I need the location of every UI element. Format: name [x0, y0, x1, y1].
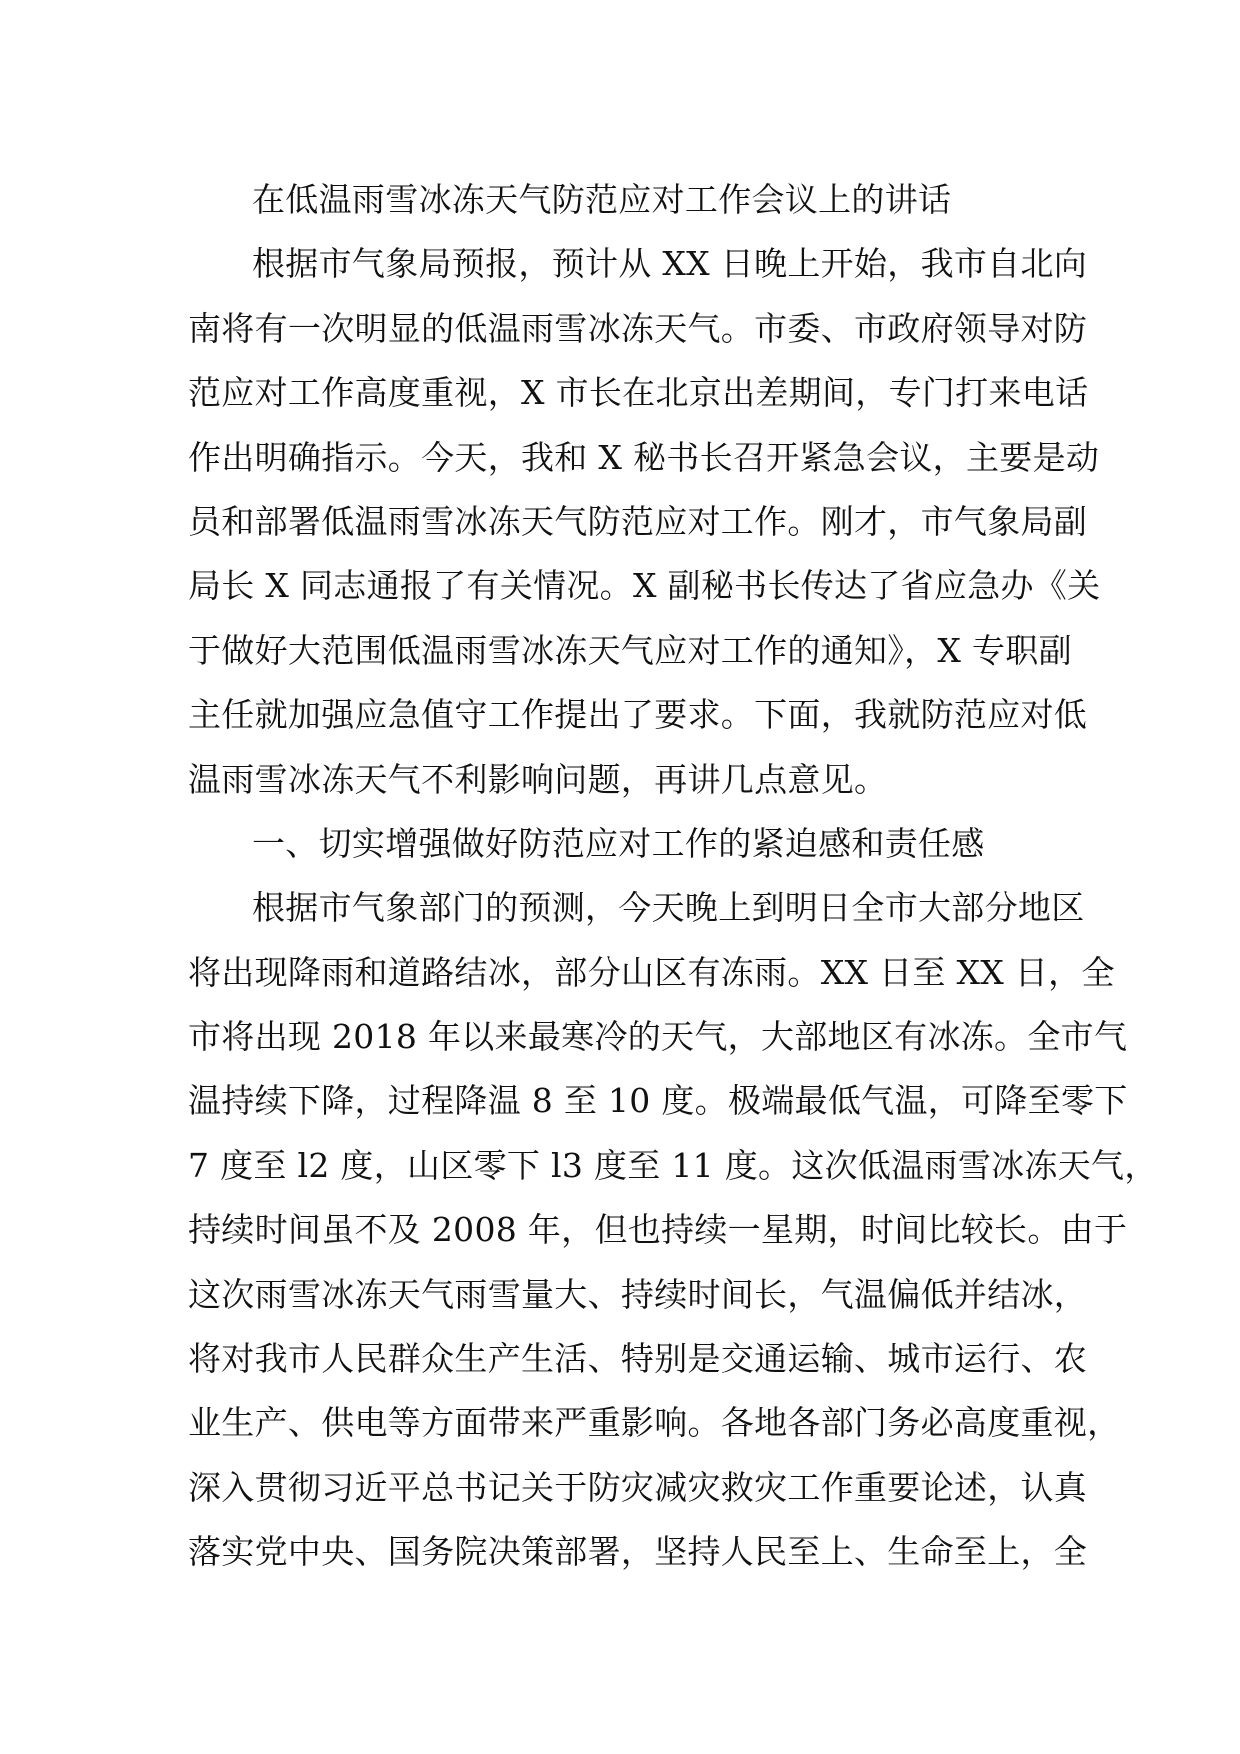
paragraph-1-line-6: 局长 X 同志通报了有关情况。X 副秘书长传达了省应急办《关 [188, 566, 1101, 606]
paragraph-2-line-6: 持续时间虽不及 2008 年，但也持续一星期，时间比较长。由于 [188, 1210, 1128, 1250]
document-title: 在低温雨雪冰冻天气防范应对工作会议上的讲话 [252, 180, 952, 219]
paragraph-1-line-4: 作出明确指示。今天，我和 X 秘书长召开紧急会议，主要是动 [188, 437, 1100, 477]
paragraph-2-line-2: 将出现降雨和道路结冰，部分山区有冻雨。XX 日至 XX 日，全 [188, 952, 1115, 992]
paragraph-2-line-11: 落实党中央、国务院决策部署，坚持人民至上、生命至上，全 [188, 1532, 1088, 1572]
paragraph-2-line-4: 温持续下降，过程降温 8 至 10 度。极端最低气温，可降至零下 [188, 1081, 1128, 1121]
paragraph-2-line-5: 7 度至 l2 度，山区零下 l3 度至 11 度。这次低温雨雪冰冻天气， [188, 1145, 1158, 1185]
paragraph-1-line-2: 南将有一次明显的低温雨雪冰冻天气。市委、市政府领导对防 [188, 308, 1088, 348]
paragraph-2-line-9: 业生产、供电等方面带来严重影响。各地各部门务必高度重视， [188, 1403, 1121, 1443]
paragraph-2-line-1: 根据市气象部门的预测，今天晚上到明日全市大部分地区 [252, 888, 1085, 928]
paragraph-1-line-1: 根据市气象局预报，预计从 XX 日晚上开始，我市自北向 [252, 244, 1088, 284]
paragraph-1-line-9: 温雨雪冰冻天气不利影响问题，再讲几点意见。 [188, 759, 888, 799]
paragraph-2-line-10: 深入贯彻习近平总书记关于防灾减灾救灾工作重要论述，认真 [188, 1467, 1088, 1507]
paragraph-1-line-7: 于做好大范围低温雨雪冰冻天气应对工作的通知》，X 专职副 [188, 630, 1072, 670]
section-heading: 一、切实增强做好防范应对工作的紧迫感和责任感 [252, 823, 985, 863]
paragraph-1-line-3: 范应对工作高度重视，X 市长在北京出差期间，专门打来电话 [188, 373, 1089, 413]
paragraph-2-line-3: 市将出现 2018 年以来最寒冷的天气，大部地区有冰冻。全市气 [188, 1017, 1128, 1057]
paragraph-1-line-8: 主任就加强应急值守工作提出了要求。下面，我就防范应对低 [188, 695, 1088, 735]
document-body [188, 168, 1158, 1585]
paragraph-1-line-5: 员和部署低温雨雪冰冻天气防范应对工作。刚才，市气象局副 [188, 501, 1088, 541]
paragraph-2-line-8: 将对我市人民群众生产生活、特别是交通运输、城市运行、农 [188, 1339, 1088, 1379]
paragraph-2-line-7: 这次雨雪冰冻天气雨雪量大、持续时间长，气温偏低并结冰， [188, 1274, 1088, 1314]
